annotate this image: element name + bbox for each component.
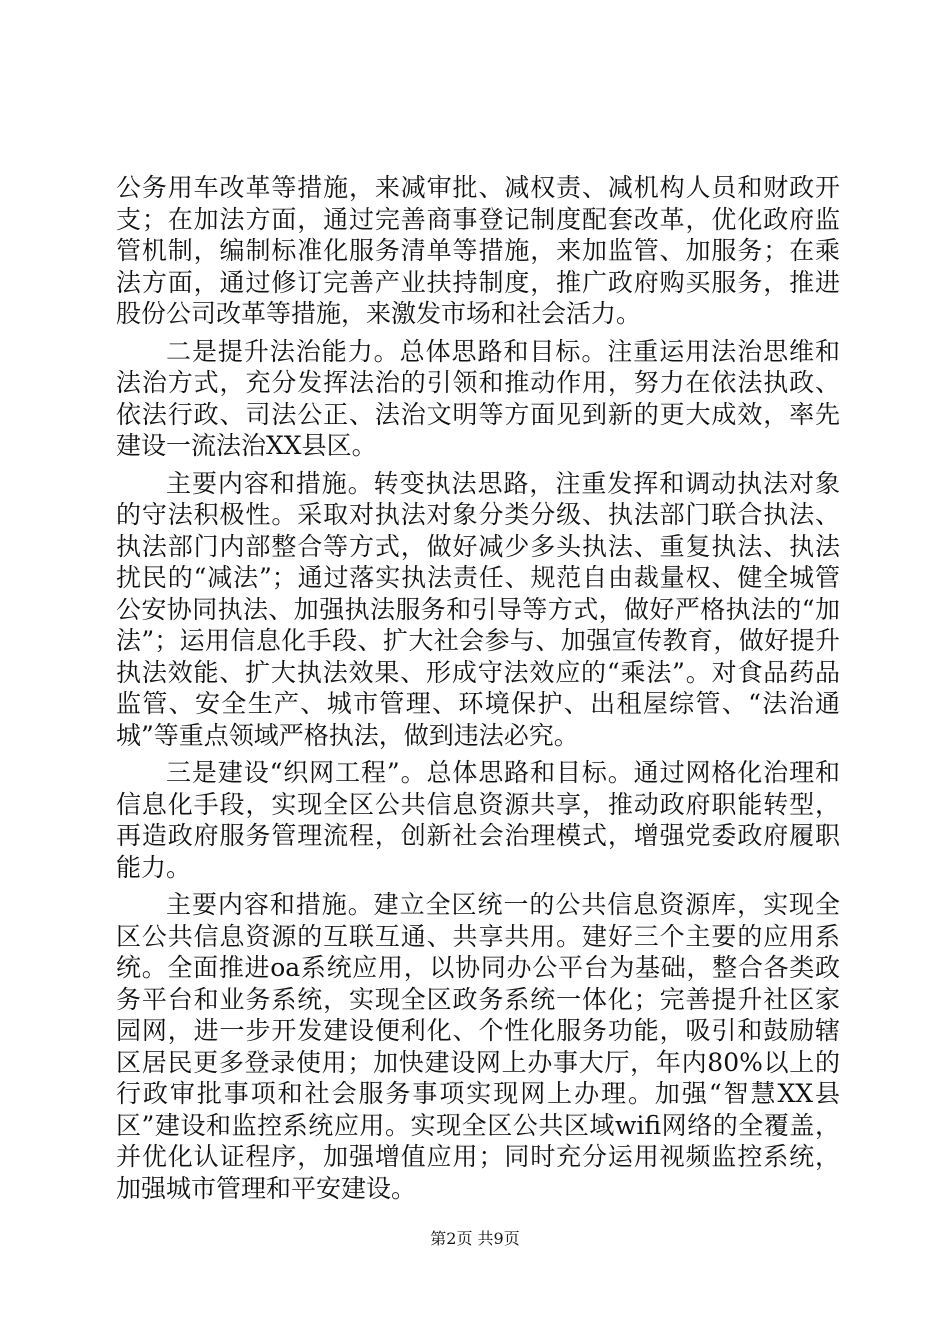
page-footer: 第2页 共9页: [430, 1229, 520, 1248]
paragraph-rule-of-law: 二是提升法治能力。总体思路和目标。注重运用法治思维和法治方式，充分发挥法治的引领和推动作用，努力在依法执政、依法行政、司法公正、法治文明等方面见到新的更大成效，率先建设一流法治XX县区。: [116, 336, 840, 460]
document-body: [116, 172, 840, 1210]
paragraph-information-measures: 主要内容和措施。建立全区统一的公共信息资源库，实现全区公共信息资源的互联互通、共享共用。建好三个主要的应用系统。全面推进oa系统应用，以协同办公平台为基础，整合各类政务平台和业务系统，实现全区政务系统一体化；完善提升社区家园网，进一步开发建设便利化、个性化服务功能，吸引和鼓励辖区居民更多登录使用；加快建设网上办事大厅，年内80%以上的行政审批事项和社会服务事项实现网上办理。加强“智慧XX县区”建设和监控系统应用。实现全区公共区域wifi网络的全覆盖，并优化认证程序，加强增值应用；同时充分运用视频监控系统，加强城市管理和平安建设。: [116, 890, 840, 1203]
paragraph-weaving-net-project: 三是建设“织网工程”。总体思路和目标。通过网格化治理和信息化手段，实现全区公共信息资源共享，推动政府职能转型，再造政府服务管理流程，创新社会治理模式，增强党委政府履职能力。: [116, 758, 840, 882]
paragraph-law-enforcement-measures: 主要内容和措施。转变执法思路，注重发挥和调动执法对象的守法积极性。采取对执法对象分类分级、执法部门联合执法、执法部门内部整合等方式，做好减少多头执法、重复执法、执法扰民的“减法”；通过落实执法责任、规范自由裁量权、健全城管公安协同执法、加强执法服务和引导等方式，做好严格执法的“加法”；运用信息化手段、扩大社会参与、加强宣传教育，做好提升执法效能、扩大执法效果、形成守法效应的“乘法”。对食品药品监管、安全生产、城市管理、环境保护、出租屋综管、“法治通城”等重点领域严格执法，做到违法必究。: [116, 468, 840, 750]
paragraph-continuation: 公务用车改革等措施，来减审批、减权责、减机构人员和财政开支；在加法方面，通过完善商事登记制度配套改革，优化政府监管机制，编制标准化服务清单等措施，来加监管、加服务；在乘法方面，通过修订完善产业扶持制度，推广政府购买服务，推进股份公司改革等措施，来激发市场和社会活力。: [116, 173, 840, 328]
